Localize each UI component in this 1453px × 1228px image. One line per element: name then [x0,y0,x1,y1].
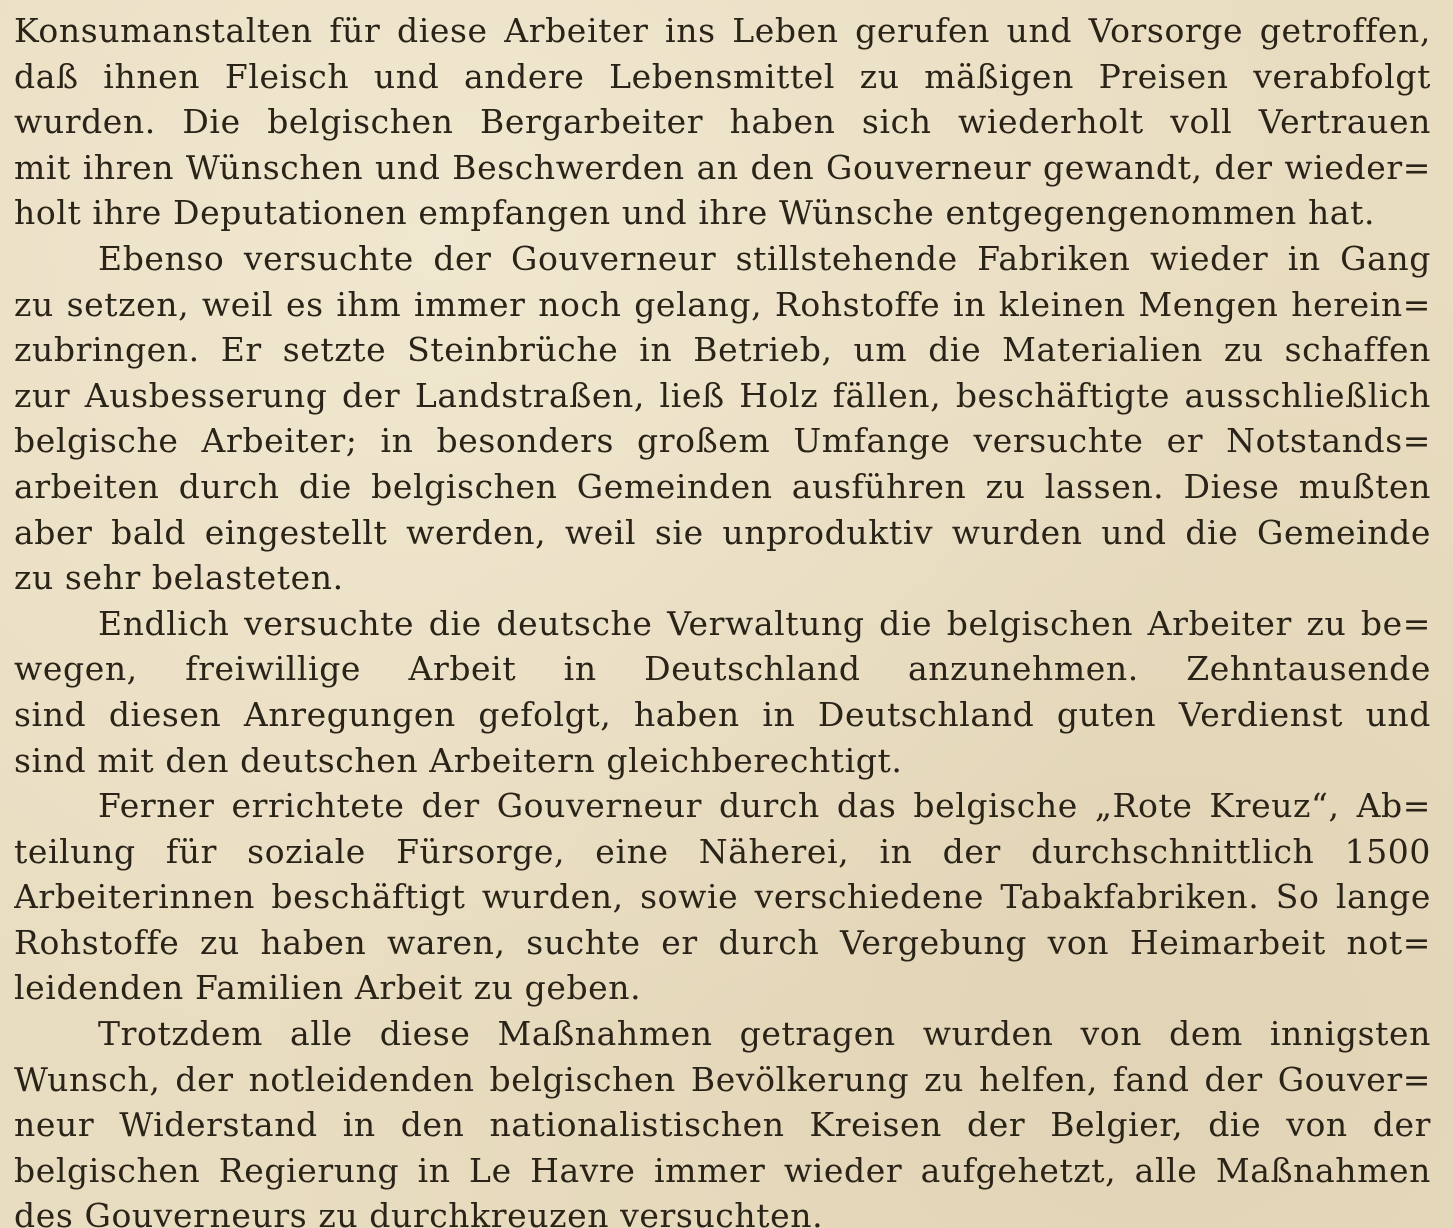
text-line: Wunsch, der notleidenden belgischen Bevölkerung zu helfen, fand der Gouver= [14,1059,1431,1099]
text-line: sind mit den deutschen Arbeitern gleichberechtigt. [14,740,903,780]
text-line: aber bald eingestellt werden, weil sie unproduktiv wurden und die Gemeinde [14,512,1431,552]
text-line: mit ihren Wünschen und Beschwerden an den Gouverneur gewandt, der wieder= [14,147,1431,187]
text-line: zubringen. Er setzte Steinbrüche in Betrieb, um die Materialien zu schaffen [14,330,1431,370]
text-line: zur Ausbesserung der Landstraßen, ließ Holz fällen, beschäftigte ausschließlich [14,375,1431,415]
text-line: leidenden Familien Arbeit zu geben. [14,968,642,1008]
text-line: Trotzdem alle diese Maßnahmen getragen wurden von dem innigsten [98,1014,1431,1054]
paragraph [14,601,1431,783]
text-line: holt ihre Deputationen empfangen und ihre Wünsche entgegengenommen hat. [14,193,1376,233]
text-line: Rohstoffe zu haben waren, suchte er durch Vergebung von Heimarbeit not= [14,922,1431,962]
text-line: Arbeiterinnen beschäftigt wurden, sowie verschiedene Tabakfabriken. So lange [14,877,1431,917]
text-line: wegen, freiwillige Arbeit in Deutschland anzunehmen. Zehntausende [14,649,1431,689]
text-line: belgische Arbeiter; in besonders großem Umfange versuchte er Notstands= [14,421,1431,461]
paragraph [14,1011,1431,1228]
text-line: sind diesen Anregungen gefolgt, haben in Deutschland guten Verdienst und [14,694,1431,734]
text-line: zu setzen, weil es ihm immer noch gelang, Rohstoffe in kleinen Mengen herein= [14,284,1431,324]
text-line: neur Widerstand in den nationalistischen Kreisen der Belgier, die von der [14,1105,1431,1145]
text-line: Konsumanstalten für diese Arbeiter ins Leben gerufen und Vorsorge getroffen, [14,11,1431,50]
text-line: teilung für soziale Fürsorge, eine Näherei, in der durchschnittlich 1500 [14,831,1431,871]
text-line: arbeiten durch die belgischen Gemeinden ausführen zu lassen. Diese mußten [14,466,1431,506]
text-line: wurden. Die belgischen Bergarbeiter haben sich wiederholt voll Vertrauen [14,102,1431,142]
paragraph [14,236,1431,601]
text-line: Ebenso versuchte der Gouverneur stillstehende Fabriken wieder in Gang [98,238,1431,278]
text-line: Endlich versuchte die deutsche Verwaltung die belgischen Arbeiter zu be= [98,603,1431,643]
text-line: des Gouverneurs zu durchkreuzen versuchten. [14,1196,824,1228]
text-line: daß ihnen Fleisch und andere Lebensmittel zu mäßigen Preisen verabfolgt [14,56,1431,96]
text-line: Ferner errichtete der Gouverneur durch das belgische „Rote Kreuz“, Ab= [98,786,1431,826]
text-line: belgischen Regierung in Le Havre immer wieder aufgehetzt, alle Maßnahmen [14,1150,1431,1190]
paragraph [14,783,1431,1011]
paragraph [14,8,1431,236]
text-line: zu sehr belasteten. [14,558,344,598]
